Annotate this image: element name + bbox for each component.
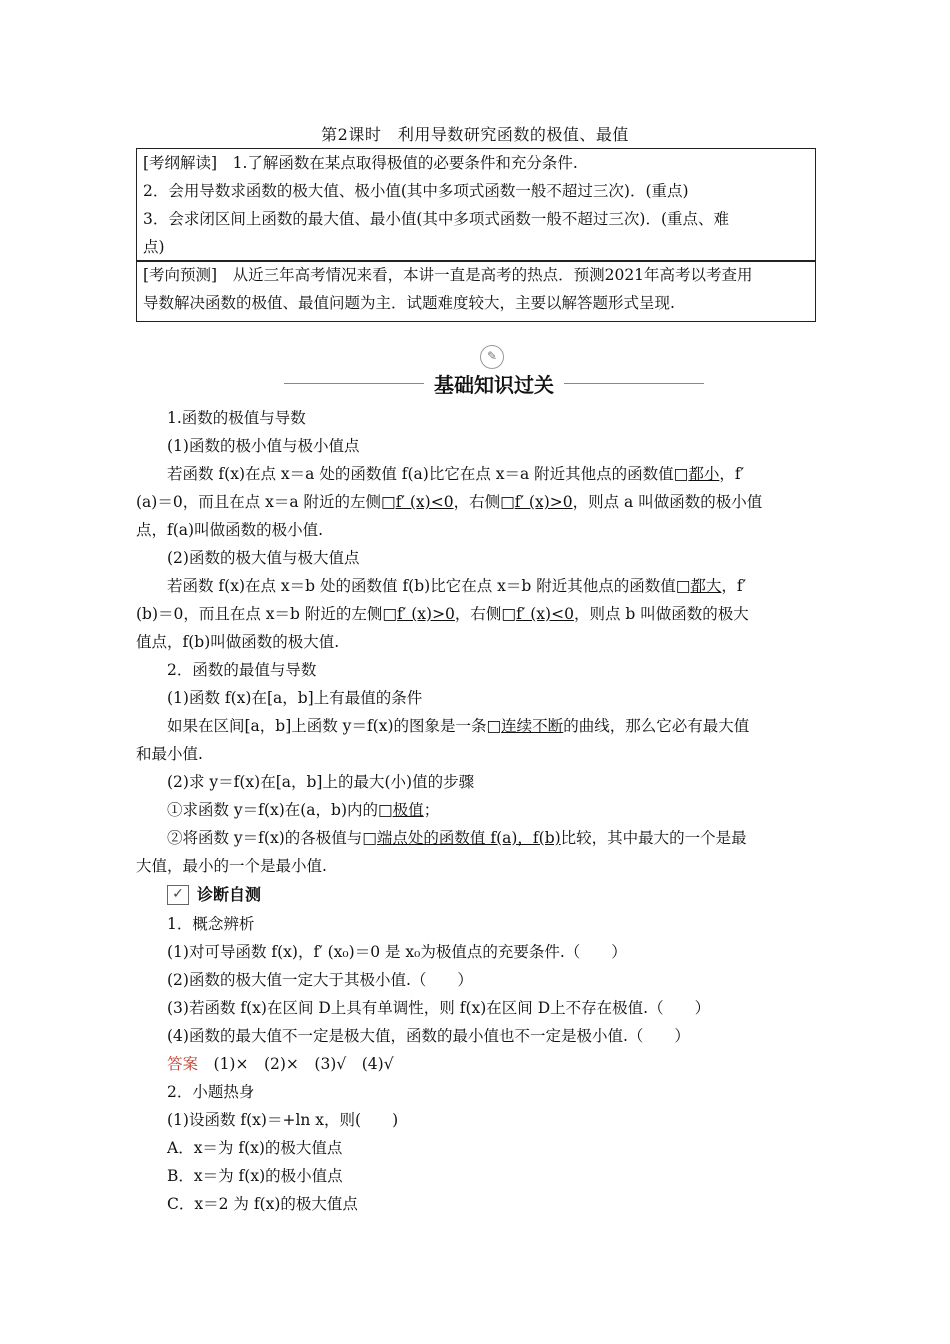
forecast-line-1: [考向预测] 从近三年高考情况来看，本讲一直是高考的热点．预测2021年高考以考查用 <box>143 266 753 284</box>
question-2: (2)函数的极大值一定大于其极小值.（ ） <box>167 971 473 989</box>
syllabus-line-3: 3．会求闭区间上函数的最大值、最小值(其中多项式函数一般不超过三次)．(重点、难 <box>143 210 730 228</box>
syllabus-box <box>136 148 816 262</box>
lesson-title: 第2课时 利用导数研究函数的极值、最值 <box>321 125 629 144</box>
para-line: 如果在区间[a，b]上函数 y＝f(x)的图象是一条□连续不断的曲线，那么它必有最大值 <box>167 717 750 735</box>
answer-values: (1)× (2)× (3)√ (4)√ <box>198 1055 394 1073</box>
para-line: 大值，最小的一个是最小值. <box>136 857 327 875</box>
option-a: A．x＝为 f(x)的极大值点 <box>167 1139 343 1157</box>
syllabus-line-4: 点) <box>143 238 165 256</box>
para-line: 若函数 f(x)在点 x＝b 处的函数值 f(b)比它在点 x＝b 附近其他点的函数值□都大，f′ <box>167 577 747 595</box>
answer-label: 答案 <box>167 1055 199 1073</box>
subheading-2b: (2)求 y＝f(x)在[a，b]上的最大(小)值的步骤 <box>167 773 475 791</box>
question-5: (1)设函数 f(x)＝+ln x，则( ) <box>167 1111 399 1129</box>
option-b: B．x＝为 f(x)的极小值点 <box>167 1167 343 1185</box>
subheading-1a: (1)函数的极小值与极小值点 <box>167 437 360 455</box>
forecast-box <box>136 260 816 322</box>
question-3: (3)若函数 f(x)在区间 D上具有单调性，则 f(x)在区间 D上不存在极值.（ ） <box>167 999 711 1017</box>
syllabus-line-2: 2．会用导数求函数的极大值、极小值(其中多项式函数一般不超过三次)．(重点) <box>143 182 689 200</box>
option-c: C．x＝2 为 f(x)的极大值点 <box>167 1195 358 1213</box>
subheading-2a: (1)函数 f(x)在[a，b]上有最值的条件 <box>167 689 423 707</box>
book-icon: ✎ <box>480 345 504 369</box>
section-title: 基础知识过关 <box>434 373 554 397</box>
para-line: (a)＝0，而且在点 x＝a 附近的左侧□f′ (x)<0，右侧□f′ (x)>0，则点 a 叫做函数的极小值 <box>136 493 763 511</box>
para-line: (b)＝0，而且在点 x＝b 附近的左侧□f′ (x)>0，右侧□f′ (x)<0，则点 b 叫做函数的极大 <box>136 605 749 623</box>
forecast-line-2: 导数解决函数的极值、最值问题为主．试题难度较大，主要以解答题形式呈现. <box>143 294 675 312</box>
content-body <box>136 404 816 1218</box>
para-line: ①求函数 y＝f(x)在(a，b)内的□极值； <box>167 801 440 819</box>
subheading-1b: (2)函数的极大值与极大值点 <box>167 549 360 567</box>
question-1: (1)对可导函数 f(x)，f′ (x₀)＝0 是 x₀为极值点的充要条件.（ ） <box>167 943 627 961</box>
heading-warmup: 2．小题热身 <box>167 1083 255 1101</box>
checkmark-icon: ✓ <box>167 885 189 905</box>
para-line: 值点，f(b)叫做函数的极大值. <box>136 633 340 651</box>
heading-1: 1.函数的极值与导数 <box>167 409 306 427</box>
heading-2: 2．函数的最值与导数 <box>167 661 317 679</box>
answer-line <box>136 1050 816 1078</box>
para-line: 若函数 f(x)在点 x＝a 处的函数值 f(a)比它在点 x＝a 附近其他点的函数值□都小，f′ <box>167 465 745 483</box>
section-header <box>284 345 704 395</box>
para-line: 点，f(a)叫做函数的极小值. <box>136 521 323 539</box>
diagnosis-title: 诊断自测 <box>197 885 262 904</box>
question-4: (4)函数的最大值不一定是极大值，函数的最小值也不一定是极小值.（ ） <box>167 1027 690 1045</box>
para-line: ②将函数 y＝f(x)的各极值与□端点处的函数值 f(a)，f(b)比较，其中最大的一个是最 <box>167 829 747 847</box>
para-line: 和最小值. <box>136 745 203 763</box>
heading-concept: 1．概念辨析 <box>167 915 255 933</box>
diagnosis-header <box>136 880 816 910</box>
syllabus-line-1: [考纲解读] 1.了解函数在某点取得极值的必要条件和充分条件. <box>143 154 578 172</box>
